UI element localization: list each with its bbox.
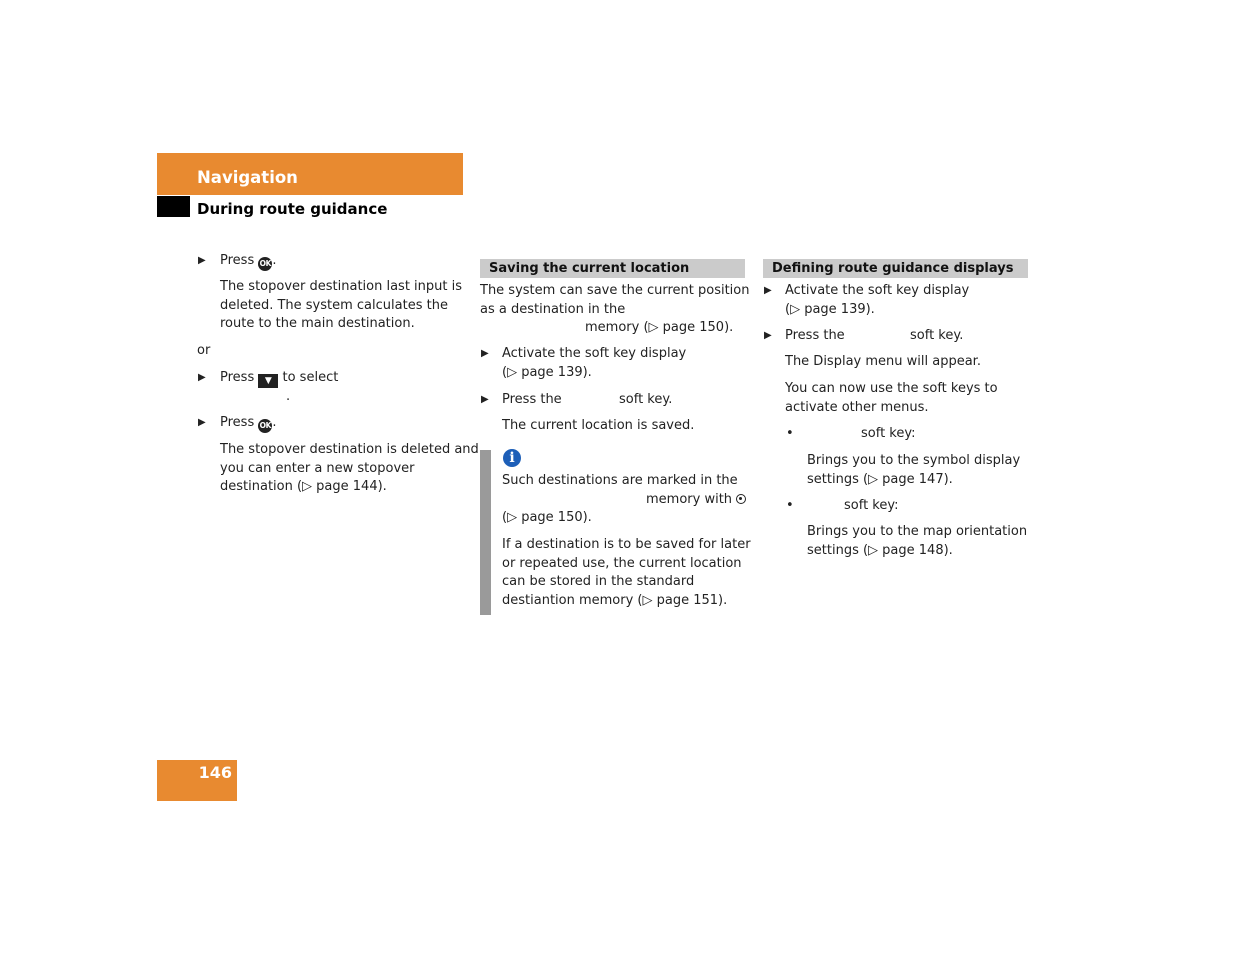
step-press-ok — [220, 252, 277, 271]
text-line: as a destination in the — [480, 301, 626, 317]
text-line: Brings you to the symbol display — [807, 453, 1021, 468]
text-line: Such destinations are marked in the — [502, 473, 738, 488]
step-result: The current location is saved. — [502, 418, 695, 433]
section-title: Navigation — [197, 168, 298, 187]
text-line: Activate the soft key display — [502, 346, 687, 361]
subsection-title: During route guidance — [197, 200, 388, 218]
step-press-softkey-suffix: soft key. — [619, 392, 673, 407]
text-line: (▷ page 150). — [502, 510, 592, 526]
arrow-bullet-icon: ▶ — [764, 330, 772, 341]
text-line: deleted. The system calculates the — [220, 297, 448, 313]
or-separator: or — [197, 343, 211, 358]
step-result: The Display menu will appear. — [785, 354, 981, 369]
list-bullet: • — [786, 498, 794, 513]
ok-button-icon: OK — [258, 257, 272, 271]
arrow-bullet-icon: ▶ — [198, 417, 206, 428]
text-line: (▷ page 139). — [785, 301, 875, 317]
arrow-bullet-icon: ▶ — [198, 372, 206, 383]
text-line: destination (▷ page 144). — [220, 479, 387, 495]
text-line: activate other menus. — [785, 399, 929, 415]
info-note-bar — [480, 450, 491, 615]
text-line: settings (▷ page 148). — [807, 542, 953, 558]
step-press-softkey: Press the — [785, 328, 845, 343]
arrow-bullet-icon: ▶ — [764, 285, 772, 296]
arrow-bullet-icon: ▶ — [481, 394, 489, 405]
text-line: You can now use the soft keys to — [785, 381, 998, 396]
softkey-item-label: soft key: — [861, 426, 916, 441]
step-activate — [785, 282, 969, 319]
rotary-dial-icon — [736, 494, 746, 504]
step-text: Press — [220, 253, 255, 268]
text-line: destiantion memory (▷ page 151). — [502, 592, 728, 608]
info-icon: i — [503, 449, 521, 467]
down-arrow-key-icon: ▼ — [258, 374, 278, 388]
step-text: Press — [220, 415, 255, 430]
step-result — [785, 380, 998, 417]
section-heading: Saving the current location — [480, 259, 745, 278]
text-line: memory with — [502, 491, 746, 510]
softkey-item-label: soft key: — [844, 498, 899, 513]
arrow-bullet-icon: ▶ — [198, 255, 206, 266]
text-line: Activate the soft key display — [785, 283, 970, 298]
list-bullet: • — [786, 426, 794, 441]
ok-button-icon: OK — [258, 419, 272, 433]
step-press-softkey-suffix: soft key. — [910, 328, 964, 343]
section-heading: Defining route guidance displays — [763, 259, 1028, 278]
step-text: Press — [220, 370, 255, 385]
softkey-item-description — [807, 523, 1027, 560]
info-note-2 — [502, 536, 751, 610]
step-press-ok — [220, 414, 277, 433]
text-line: Brings you to the map orientation — [807, 524, 1028, 539]
step-result — [220, 278, 462, 334]
step-period: . — [286, 389, 291, 404]
softkey-item-description — [807, 452, 1020, 489]
step-activate — [502, 345, 686, 382]
page-number: 146 — [198, 763, 232, 782]
text-line: you can enter a new stopover — [220, 460, 415, 476]
step-text: . — [272, 253, 277, 268]
step-press-down — [220, 369, 338, 388]
text-line: The stopover destination last input is — [220, 279, 463, 294]
text-line: (▷ page 139). — [502, 364, 592, 380]
step-result — [220, 441, 479, 497]
text-line: If a destination is to be saved for later — [502, 537, 751, 552]
info-note-1 — [502, 472, 746, 528]
intro-paragraph — [480, 282, 749, 338]
subsection-marker — [157, 196, 190, 217]
arrow-bullet-icon: ▶ — [481, 348, 489, 359]
text-line: or repeated use, the current location — [502, 555, 742, 571]
step-text: to select — [282, 370, 339, 385]
step-text: . — [272, 415, 277, 430]
text-line: The stopover destination is deleted and — [220, 442, 479, 457]
text-line: settings (▷ page 147). — [807, 471, 953, 487]
text-line: The system can save the current position — [480, 283, 750, 298]
text-line: route to the main destination. — [220, 316, 415, 332]
text-line: can be stored in the standard — [502, 574, 695, 590]
step-press-softkey: Press the — [502, 392, 562, 407]
text-line: memory (▷ page 150). — [585, 320, 734, 336]
